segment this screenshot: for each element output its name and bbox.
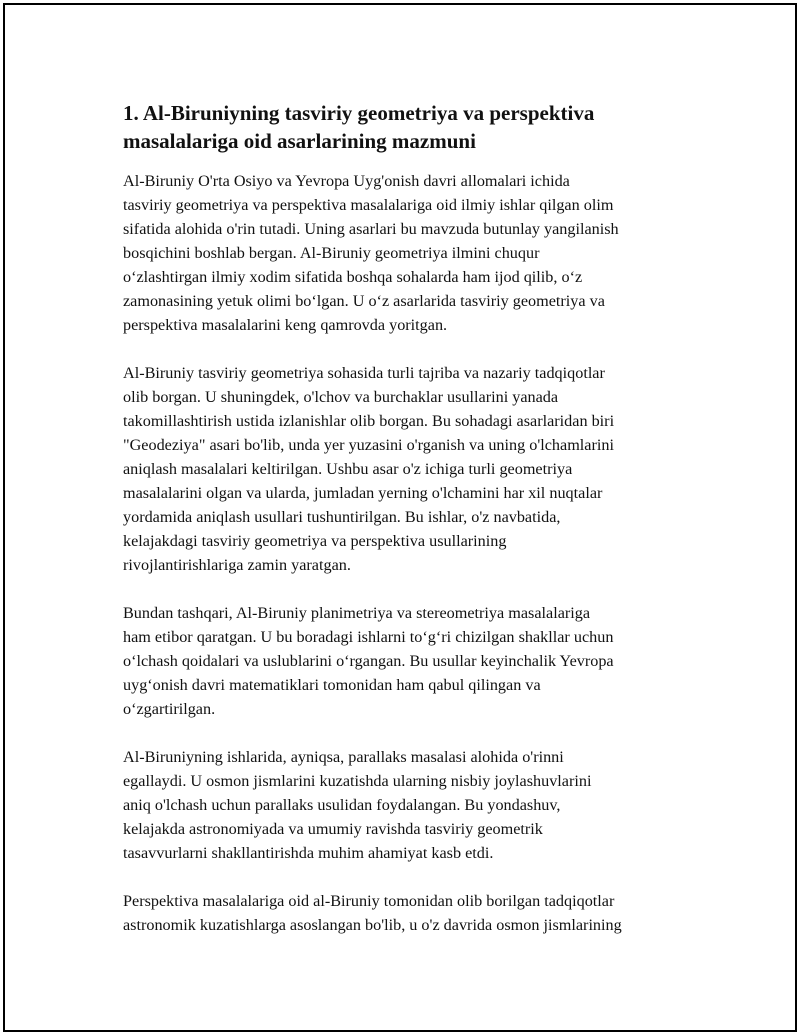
text-line: takomillashtirish ustida izlanishlar olib borgan. Bu sohadagi asarlaridan biri (123, 412, 615, 430)
text-line: zamonasining yetuk olimi bo‘lgan. U o‘z asarlarida tasviriy geometriya va (123, 292, 605, 310)
text-line: aniq o'lchash uchun parallaks usulidan foydalangan. Bu yondashuv, (123, 796, 561, 814)
document-body (123, 99, 698, 961)
paragraph-5 (123, 889, 698, 937)
text-line: o‘lchash qoidalari va uslublarini o‘rgangan. Bu usullar keyinchalik Yevropa (123, 652, 614, 670)
title-line: masalalariga oid asarlarining mazmuni (123, 129, 476, 153)
text-line: kelajakdagi tasviriy geometriya va perspektiva usullarining (123, 532, 507, 550)
text-line: sifatida alohida o'rin tutadi. Uning asarlari bu mavzuda butunlay yangilanish (123, 220, 619, 238)
section-title (123, 99, 698, 155)
text-line: "Geodeziya" asari bo'lib, unda yer yuzasini o'rganish va uning o'lchamlarini (123, 436, 614, 454)
text-line: kelajakda astronomiyada va umumiy ravishda tasviriy geometrik (123, 820, 543, 838)
text-line: o‘zlashtirgan ilmiy xodim sifatida boshqa sohalarda ham ijod qilib, o‘z (123, 268, 583, 286)
text-line: bosqichini boshlab bergan. Al-Biruniy geometriya ilmini chuqur (123, 244, 540, 262)
paragraph-1 (123, 169, 698, 337)
text-line: Al-Biruniy O'rta Osiyo va Yevropa Uyg'onish davri allomalari ichida (123, 172, 570, 190)
text-line: rivojlantirishlariga zamin yaratgan. (123, 556, 351, 574)
text-line: tasviriy geometriya va perspektiva masalalariga oid ilmiy ishlar qilgan olim (123, 196, 614, 214)
page-frame (3, 3, 797, 1032)
paragraph-3 (123, 601, 698, 721)
text-line: o‘zgartirilgan. (123, 700, 216, 718)
text-line: Perspektiva masalalariga oid al-Biruniy tomonidan olib borilgan tadqiqotlar (123, 892, 615, 910)
paragraph-4 (123, 745, 698, 865)
text-line: egallaydi. U osmon jismlarini kuzatishda ularning nisbiy joylashuvlarini (123, 772, 592, 790)
text-line: masalalarini olgan va ularda, jumladan yerning o'lchamini har xil nuqtalar (123, 484, 603, 502)
text-line: olib borgan. U shuningdek, o'lchov va burchaklar usullarini yanada (123, 388, 559, 406)
text-line: aniqlash masalalari keltirilgan. Ushbu asar o'z ichiga turli geometriya (123, 460, 573, 478)
text-line: astronomik kuzatishlarga asoslangan bo'lib, u o'z davrida osmon jismlarining (123, 916, 622, 934)
text-line: yordamida aniqlash usullari tushuntirilgan. Bu ishlar, o'z navbatida, (123, 508, 561, 526)
title-line: 1. Al-Biruniyning tasviriy geometriya va perspektiva (123, 101, 595, 125)
text-line: Al-Biruniy tasviriy geometriya sohasida turli tajriba va nazariy tadqiqotlar (123, 364, 605, 382)
text-line: tasavvurlarni shakllantirishda muhim ahamiyat kasb etdi. (123, 844, 494, 862)
text-line: Al-Biruniyning ishlarida, ayniqsa, parallaks masalasi alohida o'rinni (123, 748, 564, 766)
paragraph-2 (123, 361, 698, 577)
text-line: Bundan tashqari, Al-Biruniy planimetriya va stereometriya masalalariga (123, 604, 591, 622)
text-line: perspektiva masalalarini keng qamrovda yoritgan. (123, 316, 448, 334)
text-line: ham etibor qaratgan. U bu boradagi ishlarni to‘g‘ri chizilgan shakllar uchun (123, 628, 614, 646)
text-line: uyg‘onish davri matematiklari tomonidan ham qabul qilingan va (123, 676, 541, 694)
